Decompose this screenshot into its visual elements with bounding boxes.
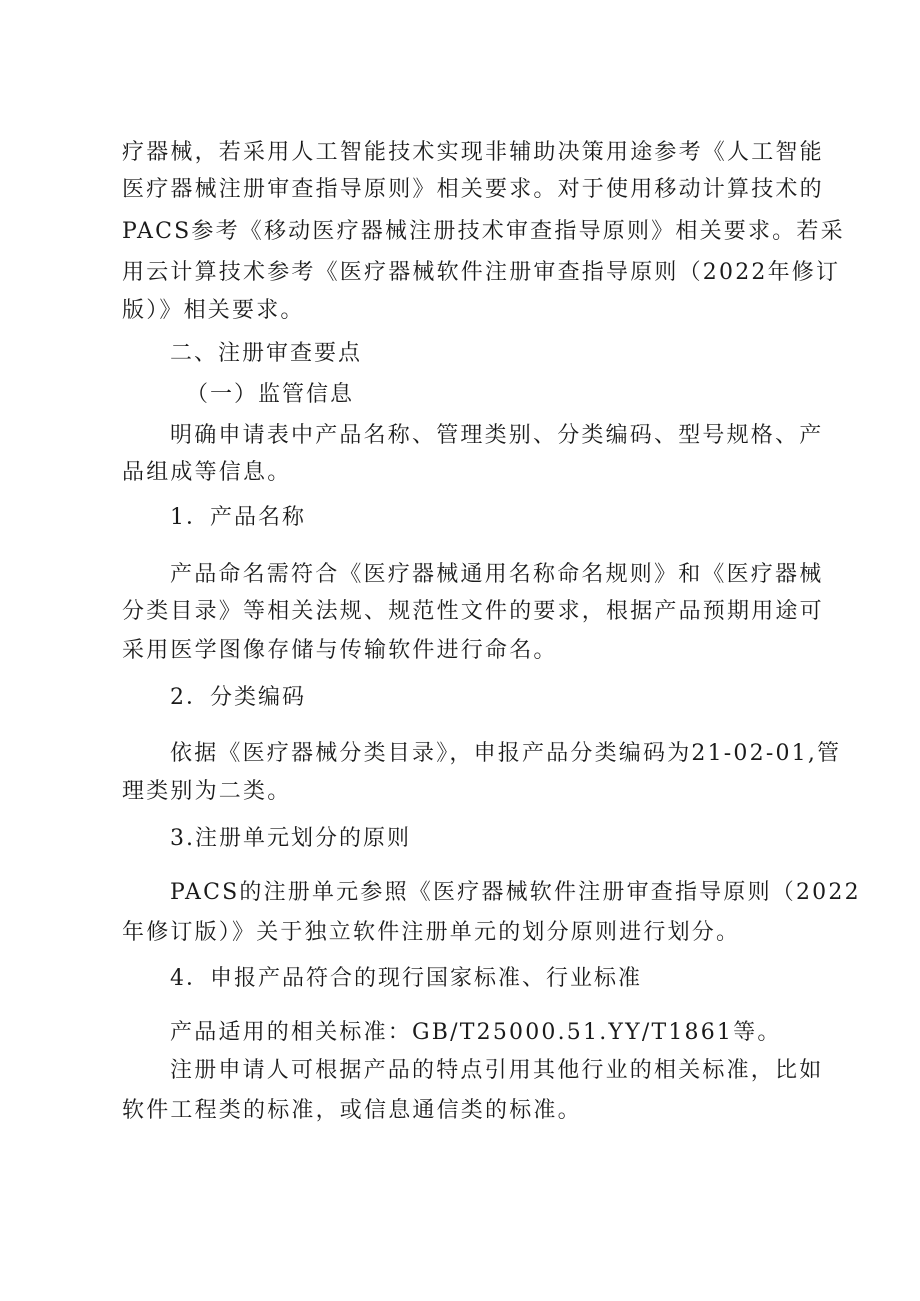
item-heading: 1．产品名称 xyxy=(170,505,306,530)
paragraph-line: 明确申请表中产品名称、管理类别、分类编码、型号规格、产 xyxy=(170,423,824,448)
paragraph-line: 软件工程类的标准，或信息通信类的标准。 xyxy=(122,1098,582,1123)
paragraph-line: 产品命名需符合《医疗器械通用名称命名规则》和《医疗器械 xyxy=(170,562,824,587)
paragraph-line: 用云计算技术参考《医疗器械软件注册审查指导原则（2022年修订 xyxy=(122,260,841,285)
paragraph-line: 疗器械，若采用人工智能技术实现非辅助决策用途参考《人工智能 xyxy=(122,140,824,165)
section-heading: 二、注册审查要点 xyxy=(170,341,363,366)
item-heading: 2．分类编码 xyxy=(170,685,306,710)
subsection-heading: （一）监管信息 xyxy=(186,382,355,407)
paragraph-line: PACS的注册单元参照《医疗器械软件注册审查指导原则（2022 xyxy=(170,880,861,905)
paragraph-line: 医疗器械注册审查指导原则》相关要求。对于使用移动计算技术的 xyxy=(122,177,824,202)
paragraph-line: 版）》相关要求。 xyxy=(122,298,305,323)
paragraph-line: 依据《医疗器械分类目录》，申报产品分类编码为21-02-01,管 xyxy=(170,741,842,766)
paragraph-line: 注册申请人可根据产品的特点引用其他行业的相关标准，比如 xyxy=(170,1058,824,1083)
paragraph-line: PACS参考《移动医疗器械注册技术审查指导原则》相关要求。若采 xyxy=(122,219,845,244)
item-heading: 4．申报产品符合的现行国家标准、行业标准 xyxy=(170,966,642,991)
paragraph-line: 品组成等信息。 xyxy=(122,460,292,485)
paragraph-line: 产品适用的相关标准：GB/T25000.51.YY/T1861等。 xyxy=(170,1020,782,1045)
paragraph-line: 年修订版）》关于独立软件注册单元的划分原则进行划分。 xyxy=(122,920,741,945)
paragraph-line: 理类别为二类。 xyxy=(122,779,292,804)
item-heading: 3.注册单元划分的原则 xyxy=(170,826,411,851)
paragraph-line: 采用医学图像存储与传输软件进行命名。 xyxy=(122,638,558,663)
paragraph-line: 分类目录》等相关法规、规范性文件的要求，根据产品预期用途可 xyxy=(122,599,824,624)
